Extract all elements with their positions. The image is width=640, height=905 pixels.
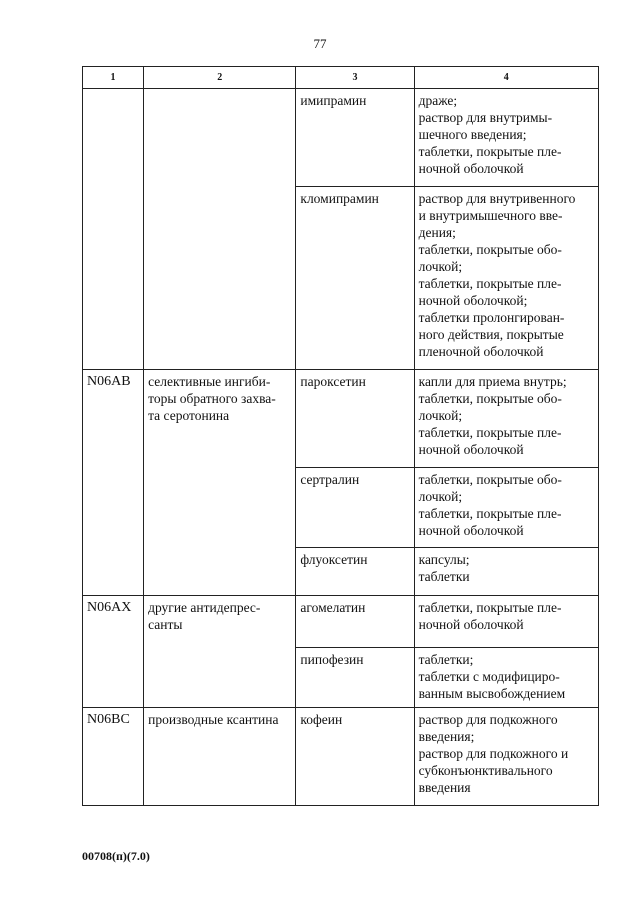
- dosage-form-line: лочкой;: [418, 489, 463, 504]
- dosage-form-line: таблетки, покрытые пле-: [418, 144, 562, 159]
- dosage-form-line: лочкой;: [418, 259, 463, 274]
- dosage-forms-cell: [414, 89, 598, 187]
- atc-code-cell: [83, 708, 144, 806]
- dosage-form-line: таблетки;: [418, 652, 474, 667]
- dosage-forms-cell: [414, 370, 598, 468]
- dosage-form-line: раствор для подкожного: [418, 712, 558, 727]
- column-header-4: 4: [414, 67, 598, 89]
- group-name-line: та серотонина: [148, 408, 230, 423]
- drug-name-cell: [296, 548, 414, 596]
- dosage-forms-cell: [414, 548, 598, 596]
- drug-table: [82, 66, 599, 806]
- group-name-cell: [144, 89, 296, 370]
- drug-name: флуоксетин: [300, 552, 368, 567]
- table-row: [83, 370, 599, 468]
- dosage-form-line: дения;: [418, 225, 456, 240]
- table-body: [83, 89, 599, 806]
- page-number: 77: [313, 36, 327, 51]
- dosage-form-line: ночной оболочкой;: [418, 293, 528, 308]
- dosage-form-line: капсулы;: [418, 552, 470, 567]
- column-header-3: 3: [296, 67, 414, 89]
- dosage-form-line: ночной оболочкой: [418, 523, 524, 538]
- dosage-form-line: ночной оболочкой: [418, 617, 524, 632]
- group-name-line: другие антидепрес-: [148, 600, 261, 615]
- dosage-form-line: введения: [418, 780, 471, 795]
- table-row: [83, 89, 599, 187]
- column-header-2: 2: [144, 67, 296, 89]
- dosage-form-line: ванным высвобождением: [418, 686, 566, 701]
- dosage-form-line: шечного введения;: [418, 127, 527, 142]
- drug-name-cell: [296, 187, 414, 370]
- dosage-form-line: таблетки, покрытые пле-: [418, 600, 562, 615]
- atc-code: N06AX: [87, 600, 132, 615]
- drug-name: кофеин: [300, 712, 343, 727]
- dosage-form-line: драже;: [418, 93, 458, 108]
- atc-code-cell: [83, 89, 144, 370]
- dosage-form-line: введения;: [418, 729, 475, 744]
- drug-name: пароксетин: [300, 374, 366, 389]
- dosage-form-line: раствор для подкожного и: [418, 746, 569, 761]
- dosage-forms-cell: [414, 708, 598, 806]
- header-row: [83, 67, 599, 89]
- dosage-forms-cell: [414, 648, 598, 708]
- drug-name: пипофезин: [300, 652, 364, 667]
- dosage-forms-cell: [414, 468, 598, 548]
- dosage-form-line: пленочной оболочкой: [418, 344, 544, 359]
- drug-name-cell: [296, 370, 414, 468]
- group-name-cell: [144, 370, 296, 596]
- dosage-form-line: капли для приема внутрь;: [418, 374, 567, 389]
- table-row: [83, 708, 599, 806]
- drug-name: агомелатин: [300, 600, 366, 615]
- dosage-form-line: таблетки пролонгирован-: [418, 310, 565, 325]
- dosage-form-line: субконъюнктивального: [418, 763, 553, 778]
- group-name-cell: [144, 596, 296, 708]
- drug-name-cell: [296, 708, 414, 806]
- dosage-form-line: таблетки, покрытые пле-: [418, 425, 562, 440]
- dosage-form-line: таблетки, покрытые обо-: [418, 242, 562, 257]
- dosage-form-line: и внутримышечного вве-: [418, 208, 563, 223]
- group-name-line: санты: [148, 617, 183, 632]
- atc-code: N06AB: [87, 374, 131, 389]
- drug-name-cell: [296, 596, 414, 648]
- dosage-forms-cell: [414, 187, 598, 370]
- dosage-form-line: ночной оболочкой: [418, 442, 524, 457]
- drug-name-cell: [296, 648, 414, 708]
- dosage-form-line: таблетки с модифициро-: [418, 669, 560, 684]
- atc-code-cell: [83, 370, 144, 596]
- drug-name: сертралин: [300, 472, 360, 487]
- group-name-line: производные ксантина: [148, 712, 279, 727]
- group-name-line: селективные ингиби-: [148, 374, 271, 389]
- atc-code: N06BC: [87, 712, 130, 727]
- group-name-cell: [144, 708, 296, 806]
- drug-name: кломипрамин: [300, 191, 379, 206]
- dosage-form-line: раствор для внутривенного: [418, 191, 576, 206]
- document-code: 00708(п)(7.0): [82, 849, 150, 863]
- dosage-forms-cell: [414, 596, 598, 648]
- atc-code-cell: [83, 596, 144, 708]
- dosage-form-line: таблетки, покрытые обо-: [418, 472, 562, 487]
- dosage-form-line: таблетки, покрытые пле-: [418, 276, 562, 291]
- drug-name: имипрамин: [300, 93, 367, 108]
- dosage-form-line: раствор для внутримы-: [418, 110, 553, 125]
- dosage-form-line: ного действия, покрытые: [418, 327, 564, 342]
- dosage-form-line: таблетки, покрытые обо-: [418, 391, 562, 406]
- table-row: [83, 596, 599, 648]
- drug-name-cell: [296, 468, 414, 548]
- dosage-form-line: таблетки: [418, 569, 470, 584]
- group-name-line: торы обратного захва-: [148, 391, 276, 406]
- drug-name-cell: [296, 89, 414, 187]
- column-header-1: 1: [83, 67, 144, 89]
- dosage-form-line: лочкой;: [418, 408, 463, 423]
- dosage-form-line: таблетки, покрытые пле-: [418, 506, 562, 521]
- dosage-form-line: ночной оболочкой: [418, 161, 524, 176]
